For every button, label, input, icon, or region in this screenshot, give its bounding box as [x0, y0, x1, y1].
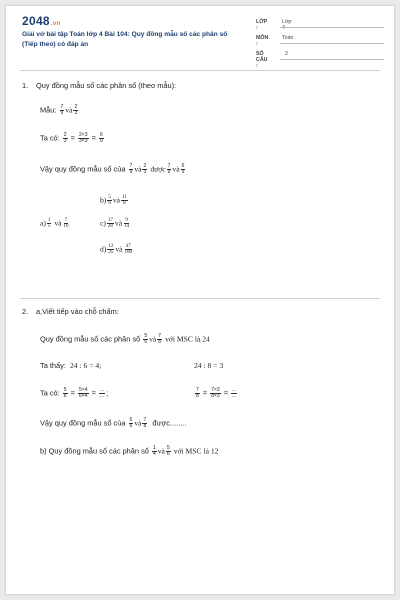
meta-class-value: Lớp 4: [282, 19, 292, 31]
fraction: $\frac{47}{100}$: [124, 244, 132, 256]
q1-number: 1.: [22, 81, 29, 90]
document-title: Giải vở bài tập Toán lớp 4 Bài 104: Quy đồng mẫu số các phân số (Tiếp theo) có đáp án: [22, 31, 228, 48]
site-logo: [22, 14, 60, 28]
fraction: $\frac{12}{25}$: [108, 244, 114, 256]
fraction: $\frac{7}{9}$: [60, 104, 64, 117]
taco-label: Ta có:: [40, 133, 60, 143]
q2-conclusion: Vậy quy đồng mẫu số của $\frac{5}{6}$ và $\frac{7}{8}$ được........: [40, 417, 187, 430]
q2-ta-thay: Ta thấy: 24 : 6 = 4;: [40, 361, 102, 370]
fraction: $\frac{5}{6}$: [144, 333, 148, 346]
meta-underline: [280, 27, 384, 28]
q1-sample: [40, 105, 79, 117]
meta-subject-label: MÔN :: [256, 35, 269, 47]
q1-item-b: b) $\frac{5}{6}$ và $\frac{11}{8}$: [100, 195, 127, 207]
q1-item-d: d) $\frac{12}{25}$ và $\frac{47}{100}$: [100, 244, 132, 256]
header-divider: [20, 70, 380, 71]
q2-task-a: Quy đồng mẫu số các phân số $\frac{5}{6}$ và $\frac{7}{8}$ với MSC là 24: [40, 333, 210, 346]
fraction: $\frac{5}{6}$: [129, 417, 133, 430]
q2-prompt: a,Viết tiếp vào chỗ chấm:: [36, 307, 119, 316]
q1-conclusion: Vậy quy đồng mẫu số của $\frac{7}{9}$ và $\frac{2}{3}$ được $\frac{7}{9}$ và $\frac{6}{9}$: [40, 163, 185, 176]
document-page: [6, 6, 394, 594]
q2-number: 2.: [22, 307, 29, 316]
fraction: $\frac{7}{10}$: [63, 218, 69, 230]
answer-blank: ... ...: [232, 387, 237, 400]
q1-item-a: a) $\frac{1}{5}$ và $\frac{7}{10}$: [40, 218, 69, 230]
fraction: $\frac{7}{8}$: [143, 417, 147, 430]
q1-taco: Ta có: $\frac{2}{3}$ = $\frac{2\times 3}{3\times 3}$ = $\frac{6}{9}$: [40, 132, 103, 145]
meta-underline: [280, 59, 384, 60]
q2-taco-2: $\frac{7}{8}$ = $\frac{7\times 3}{8\times 3}$ = ... ...: [196, 387, 237, 400]
fraction: $\frac{2}{3}$: [143, 163, 147, 176]
answer-blank: ... ...: [99, 387, 105, 400]
meta-class-label: LỚP :: [256, 19, 268, 31]
fraction: $\frac{9}{14}$: [124, 218, 130, 230]
fraction: $\frac{11}{8}$: [122, 195, 127, 207]
sample-label: Mẫu:: [40, 105, 57, 115]
fraction: $\frac{5\times 4}{6\times 4}$: [79, 387, 88, 400]
fraction: $\frac{1}{4}$: [152, 445, 156, 458]
fraction: $\frac{17}{28}$: [107, 218, 113, 230]
fraction: $\frac{7}{8}$: [158, 333, 162, 346]
logo-text: 2048: [22, 14, 50, 28]
meta-subject-value: Toán: [282, 35, 294, 41]
fraction: $\frac{6}{9}$: [99, 132, 103, 145]
q2-taco-1: Ta có: $\frac{5}{6}$ = $\frac{5\times 4}{6\times 4}$ = ... ... ;: [40, 387, 109, 400]
fraction: $\frac{2\times 3}{3\times 3}$: [79, 132, 88, 145]
fraction: $\frac{2}{3}$: [74, 104, 78, 117]
fraction: $\frac{6}{9}$: [181, 163, 185, 176]
q1-prompt: Quy đồng mẫu số các phân số (theo mẫu):: [36, 81, 177, 90]
section-divider: [20, 298, 380, 299]
logo-suffix: .vn: [50, 21, 61, 27]
q1-item-c: c) $\frac{17}{28}$ và $\frac{9}{14}$: [100, 218, 130, 230]
fraction: $\frac{2}{3}$: [63, 132, 67, 145]
fraction: $\frac{5}{6}$: [108, 195, 111, 207]
fraction: $\frac{1}{5}$: [47, 218, 51, 230]
fraction: $\frac{7\times 3}{8\times 3}$: [211, 387, 220, 400]
fraction: $\frac{5}{6}$: [63, 387, 67, 400]
fraction: $\frac{7}{9}$: [167, 163, 171, 176]
fraction: $\frac{7}{9}$: [129, 163, 133, 176]
q2-ta-thay-2: 24 : 8 = 3: [194, 361, 224, 370]
meta-count-value: 2: [285, 51, 288, 57]
and-word: và: [65, 105, 73, 115]
meta-count-label: SỐ CÂU :: [256, 51, 268, 69]
fraction: $\frac{7}{8}$: [196, 387, 199, 400]
meta-underline: [280, 43, 384, 44]
q2-task-b: b) Quy đồng mẫu số các phân số $\frac{1}{4}$ và $\frac{5}{6}$ với MSC là 12: [40, 445, 219, 458]
fraction: $\frac{5}{6}$: [166, 445, 170, 458]
